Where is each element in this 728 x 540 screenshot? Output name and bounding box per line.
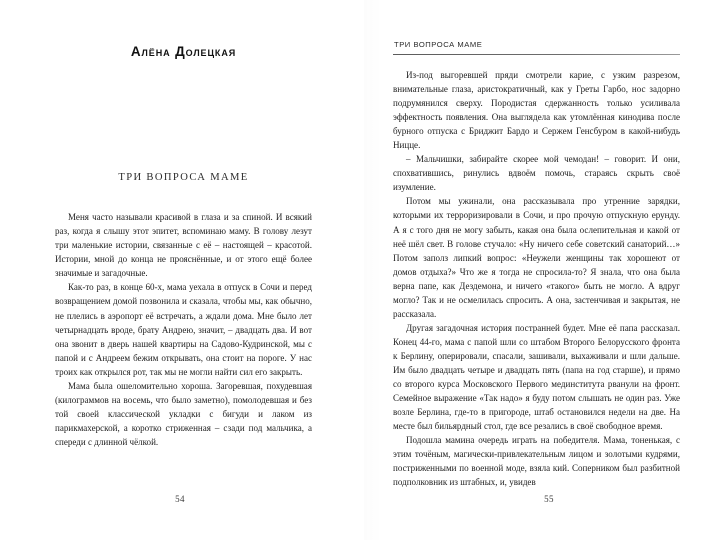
- gutter-shadow: [364, 0, 382, 540]
- running-header: [393, 40, 680, 55]
- running-head-text: ТРИ ВОПРОСА МАМЕ: [394, 40, 483, 49]
- chapter-title: ТРИ ВОПРОСА МАМЕ: [118, 172, 249, 184]
- paragraph-dialogue: – Мальчишки, забирайте скорее мой чемодан! – говорит. И они, спохватившись, ринулись вдвоём помочь, стараясь скрыть своё изумление.: [393, 154, 680, 193]
- paragraph: Потом мы ужинали, она рассказывала про утренние зарядки, которыми их терроризировали в Сочи, и про прочую отпускную ерунду. А я с того дня не могу забыть, какая она была ослепительная и какой от неё шёл свет. В голове стучало: «Ну ничего себе советский санаторий…» Потом заполз липкий вопрос: «Неужели женщины так хорошеют от домов отдыха?» Что же я тогда не спросила-то? Я знала, что она была верна папе, как Дездемона, и ничего «такого» быть не могло. А вдруг могло? Так и не осмелилась спросить. А она, застенчивая и закрытая, не рассказала.: [393, 196, 680, 319]
- page-number-recto: 55: [544, 494, 554, 504]
- paragraph: Мама была ошеломительно хороша. Загоревшая, похудевшая (килограммов на восемь, что было заметно), помолодевшая и без той своей классической укладки с бигуди и лаком из парикмахерской, а коротко стриженная – сзади под мальчика, а спереди с длинной чёлкой.: [55, 380, 312, 447]
- paragraph: Подошла мамина очередь играть на победителя. Мама, тоненькая, с этим точёным, магически-привлекательным лицом и золотыми кудрями, постриженными по военной моде, взяла кий. Соперником был разбитной подполковник из штабных, и, увидев: [393, 435, 680, 488]
- paragraph: Как-то раз, в конце 60-х, мама уехала в отпуск в Сочи и перед возвращением домой позвонила и сказала, чтобы мы, как обычно, не плелись в аэропорт её встречать, а ждали дома. Мне было лет четырнадцать вроде, брату Андрею, значит, – двадцать два. И вот она звонит в дверь нашей квартиры на Садово-Кудринской, мы с папой и с Андреем бежим открывать, она стоит на пороге. У нас троих как открылся рот, так мы не могли найти сил его закрыть.: [55, 282, 312, 377]
- header-rule: [393, 54, 680, 55]
- page-number-verso: 54: [175, 494, 185, 504]
- author-name: Алёна Долецкая: [130, 44, 237, 59]
- paragraph: Меня часто называли красивой в глаза и за спиной. И всякий раз, когда я слышу этот эпитет, вспоминаю маму. В голову лезут три маленькие истории, связанные с её – настоящей – красотой. Истории, мной до конца не прояснённые, и от этого ещё более значимые и загадочные.: [55, 212, 312, 279]
- left-page-body: [55, 210, 312, 449]
- right-page-body: [393, 68, 680, 489]
- paragraph: Из-под выгоревшей пряди смотрели карие, с узким разрезом, внимательные глаза, аристократичный, как у Греты Гарбо, нос задорно подрумянился сверху. Породистая сдержанность только усиливала эффектность появления. Она выглядела как утомлённая кинодива после бурного отпуска с Бриджит Бардо и Сержем Генсбуром в какой-нибудь Ницце.: [393, 70, 680, 151]
- paragraph: Другая загадочная история постранней будет. Мне её папа рассказал. Конец 44-го, мама с папой шли со штабом Второго Белорусского фронта к Берлину, оперировали, спасали, зашивали, выхаживали и шли дальше. Им было двадцать четыре и двадцать пять (папа на год старше), и прямо со второго курса Московского Первого мединститута рванули на фронт. Семейное выражение «Так надо» я буду потом слышать не один раз. Уже возле Берлина, где-то в пригороде, штаб остановился недели на две. На месте был бильярдный стол, где все резались в своё свободное время.: [393, 322, 680, 432]
- page-recto: [364, 0, 728, 540]
